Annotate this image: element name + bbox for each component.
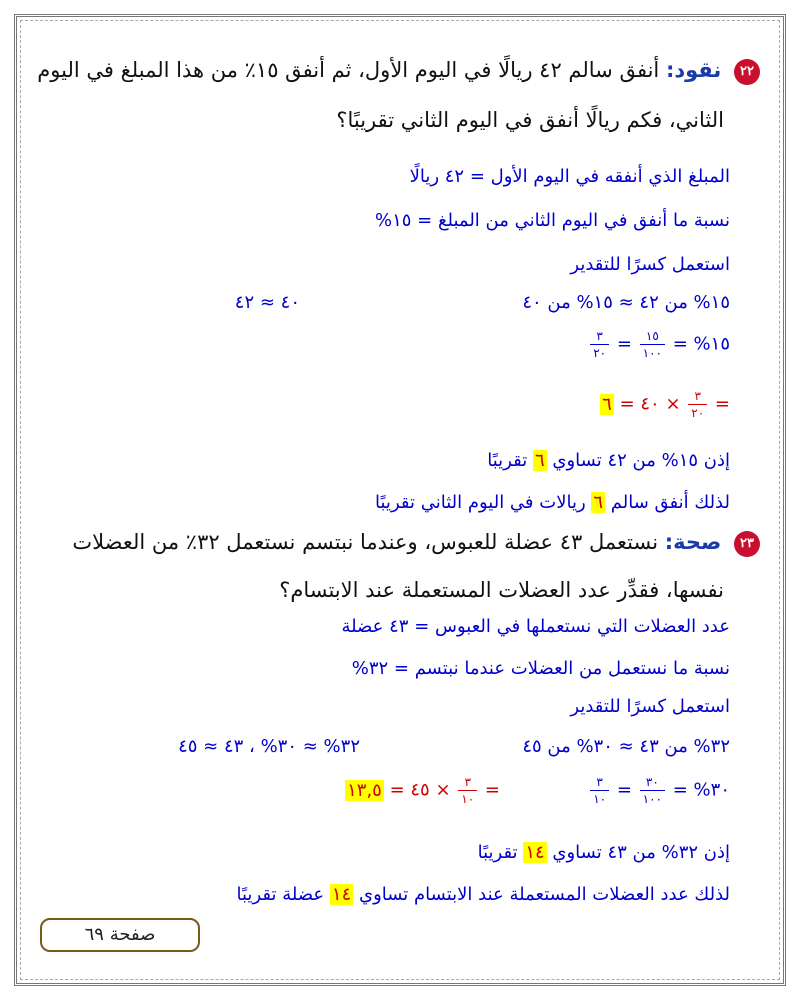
q22-fraction-3-20-b (688, 390, 707, 419)
q22-multiply-text: × ٤٠ = (619, 393, 681, 415)
q23-eq-prefix: ٣٠% = (672, 779, 730, 801)
q23-answer-line1: عدد العضلات التي نستعملها في العبوس = ٤٣ عضلة (341, 616, 730, 637)
equals-sign: = (484, 779, 500, 801)
equals-sign: = (714, 393, 730, 415)
q22-fraction-equation (588, 330, 730, 359)
q23-fraction-30-100 (640, 776, 665, 805)
q22-line1 (37, 58, 760, 85)
q22-conclusion-2 (375, 492, 730, 513)
fraction-denominator: ٢٠ (691, 406, 705, 420)
q22-eq-prefix: ١٥% = (672, 333, 730, 355)
q22-estimate-left: ٤٠ ≈ ٤٢ (234, 292, 300, 313)
equals-sign: = (616, 333, 632, 355)
highlighted-answer: ١٤ (331, 884, 352, 905)
q23-text-line1: نستعمل ٤٣ عضلة للعبوس، وعندما نبتسم نستعمل ٣٢٪ من العضلات (72, 530, 659, 554)
equals-sign: = (616, 779, 632, 801)
q23-multiplication (345, 776, 500, 805)
highlighted-answer: ٦ (534, 450, 545, 471)
conclusion-text: إذن ١٥% من ٤٢ تساوي (552, 450, 730, 471)
fraction-denominator: ١٠٠ (642, 792, 662, 806)
highlighted-answer: ١٤ (525, 842, 545, 863)
fraction-numerator: ٣٠ (640, 776, 665, 791)
q23-line1 (72, 530, 760, 557)
q22-text-line2: الثاني، فكم ريالًا أنفق في اليوم الثاني تقريبًا؟ (336, 108, 724, 132)
fraction-numerator: ٣ (590, 776, 609, 791)
q22-number-badge: ٢٢ (734, 59, 760, 85)
q22-answer-line1: المبلغ الذي أنفقه في اليوم الأول = ٤٢ ريالًا (409, 166, 730, 187)
conclusion-text: تقريبًا (487, 450, 528, 471)
fraction-denominator: ١٠ (461, 792, 475, 806)
q23-result-highlight: ١٣,٥ (347, 779, 382, 801)
q23-conclusion-2 (237, 884, 730, 905)
q23-fraction-3-10-b (458, 776, 477, 805)
fraction-numerator: ٣ (458, 776, 477, 791)
q22-fraction-15-100 (640, 330, 665, 359)
conclusion-text: إذن ٣٢% من ٤٣ تساوي (552, 842, 730, 863)
q22-estimate-right: ١٥% من ٤٢ ≈ ١٥% من ٤٠ (522, 292, 730, 313)
fraction-numerator: ٣ (590, 330, 609, 345)
q22-conclusion-1 (487, 450, 730, 471)
q23-conclusion-1 (478, 842, 730, 863)
q23-multiply-text: × ٤٥ = (389, 779, 451, 801)
q23-estimate-left: ٣٢% ≈ ٣٠% ، ٤٣ ≈ ٤٥ (178, 736, 360, 757)
q23-keyword: صحة: (664, 530, 722, 554)
q22-multiplication (600, 390, 730, 419)
fraction-numerator: ١٥ (640, 330, 665, 345)
q23-answer-line2: نسبة ما نستعمل من العضلات عندما نبتسم = ٣٢% (351, 658, 730, 679)
conclusion-text: لذلك أنفق سالم (610, 492, 730, 513)
conclusion-text: لذلك عدد العضلات المستعملة عند الابتسام تساوي (358, 884, 730, 905)
q22-answer-line2: نسبة ما أنفق في اليوم الثاني من المبلغ = ١٥% (374, 210, 730, 231)
q22-answer-line3: استعمل كسرًا للتقدير (570, 254, 730, 275)
conclusion-text: تقريبًا (477, 842, 518, 863)
q22-keyword: نقود: (665, 58, 722, 82)
fraction-denominator: ١٠٠ (642, 346, 662, 360)
highlighted-answer: ٦ (593, 492, 604, 513)
conclusion-text: ريالات في اليوم الثاني تقريبًا (375, 492, 586, 513)
conclusion-text: عضلة تقريبًا (236, 884, 325, 905)
q23-fraction-3-10 (590, 776, 609, 805)
fraction-numerator: ٣ (688, 390, 707, 405)
page-number-badge: صفحة ٦٩ (40, 918, 200, 952)
q23-number-badge: ٢٣ (734, 531, 760, 557)
q23-answer-line3: استعمل كسرًا للتقدير (570, 696, 730, 717)
q23-fraction-equation (588, 776, 730, 805)
q22-text-line1: أنفق سالم ٤٢ ريالًا في اليوم الأول، ثم أنفق ١٥٪ من هذا المبلغ في اليوم (37, 58, 660, 82)
fraction-denominator: ١٠ (593, 792, 607, 806)
q23-estimate-right: ٣٢% من ٤٣ ≈ ٣٠% من ٤٥ (522, 736, 730, 757)
q22-result-highlight: ٦ (602, 393, 612, 415)
q22-fraction-3-20 (590, 330, 609, 359)
q23-text-line2: نفسها، فقدِّر عدد العضلات المستعملة عند الابتسام؟ (279, 578, 724, 602)
fraction-denominator: ٢٠ (593, 346, 607, 360)
